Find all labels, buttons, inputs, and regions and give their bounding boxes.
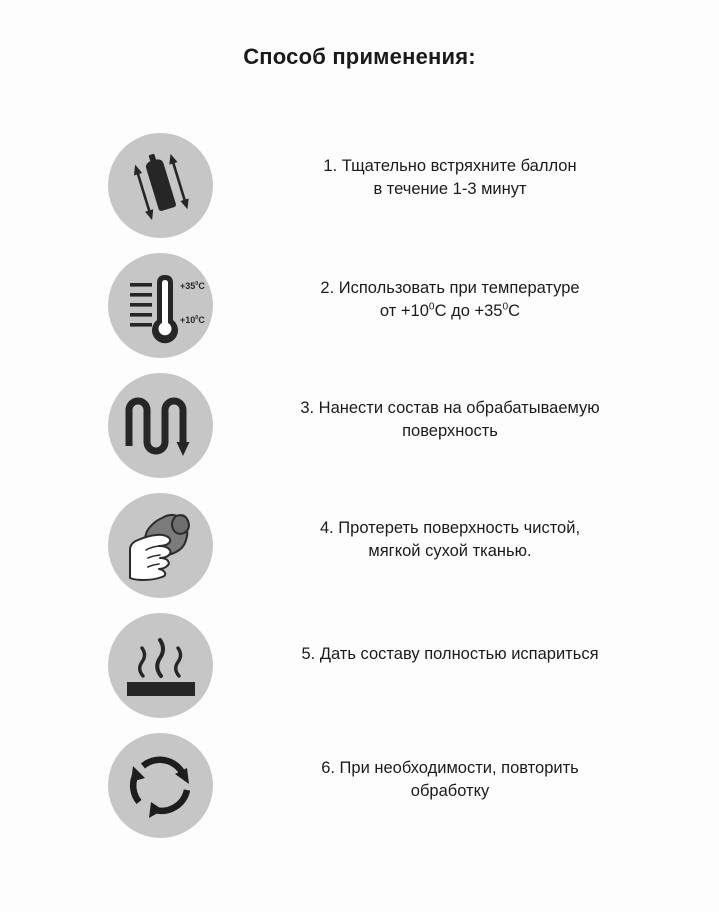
step-3-icon-badge bbox=[108, 373, 213, 478]
degree-symbol-high: 0 bbox=[502, 301, 509, 313]
steps-list bbox=[0, 131, 719, 851]
evaporation-icon bbox=[119, 626, 203, 706]
step-3-line-1: 3. Нанести состав на обрабатываемую bbox=[300, 399, 600, 417]
step-2-icon-badge bbox=[108, 253, 213, 358]
thermometer-icon bbox=[116, 263, 206, 349]
step-1-line-2: в течение 1-3 минут bbox=[373, 179, 527, 198]
step-6-line-2: обработку bbox=[410, 781, 490, 800]
step-item-1 bbox=[0, 131, 719, 251]
step-2-temp-from: от +10 bbox=[379, 301, 429, 320]
step-6-text bbox=[240, 757, 660, 803]
degree-symbol-low: 0 bbox=[428, 301, 435, 313]
step-item-4 bbox=[0, 491, 719, 611]
step-2-line-2 bbox=[240, 300, 660, 323]
step-4-text bbox=[240, 517, 660, 563]
step-4-icon-badge bbox=[108, 493, 213, 598]
step-item-6 bbox=[0, 731, 719, 851]
step-1-line-1: 1. Тщательно встряхните баллон bbox=[323, 157, 577, 175]
step-5-text bbox=[240, 643, 660, 666]
step-5-line-1: 5. Дать составу полностью испариться bbox=[301, 645, 599, 663]
page-title: Способ применения: bbox=[243, 44, 476, 69]
step-3-text bbox=[240, 397, 660, 443]
step-1-text bbox=[240, 155, 660, 201]
step-2-line-1: 2. Использовать при температуре bbox=[320, 279, 580, 297]
step-item-5 bbox=[0, 611, 719, 731]
step-item-2 bbox=[0, 251, 719, 371]
step-1-icon-badge bbox=[108, 133, 213, 238]
step-3-line-2: поверхность bbox=[402, 421, 498, 440]
step-4-line-2: мягкой сухой тканью. bbox=[368, 541, 532, 560]
step-item-3 bbox=[0, 371, 719, 491]
thermometer-high-label: $+35^0C$ bbox=[179, 280, 205, 291]
hand-with-cloth-icon bbox=[118, 506, 204, 586]
step-4-line-1: 4. Протереть поверхность чистой, bbox=[319, 519, 581, 537]
repeat-cycle-icon bbox=[119, 744, 203, 828]
step-6-icon-badge bbox=[108, 733, 213, 838]
thermometer-low-label: $+10^0C$ bbox=[179, 314, 205, 325]
step-6-line-1: 6. При необходимости, повторить bbox=[321, 759, 579, 777]
step-2-temp-mid: C до +35 bbox=[434, 301, 503, 320]
step-2-temp-unit: C bbox=[508, 301, 521, 320]
step-2-text bbox=[240, 277, 660, 323]
spray-can-shake-icon bbox=[118, 143, 204, 229]
serpentine-application-icon bbox=[119, 384, 203, 468]
step-5-icon-badge bbox=[108, 613, 213, 718]
